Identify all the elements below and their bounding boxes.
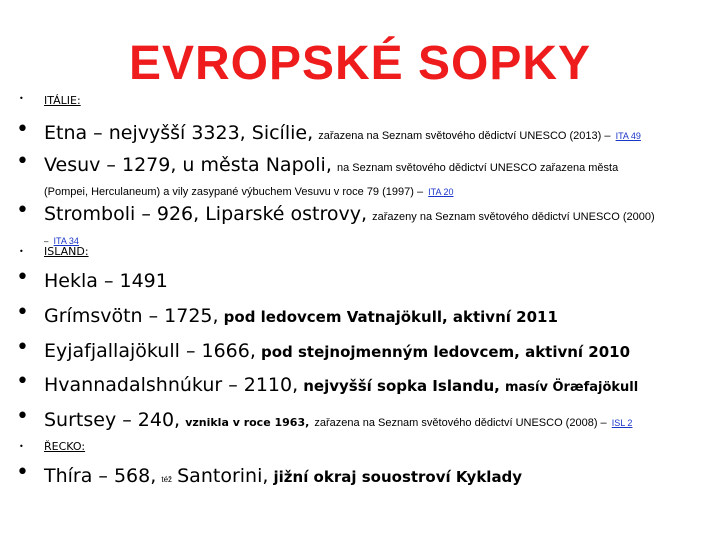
- stromboli-note: zařazeny na Seznam světového dědictví UNESCO (2000): [372, 211, 655, 223]
- etna-link[interactable]: ITA 49: [615, 131, 641, 141]
- grimsvotn-note: pod ledovcem Vatnajökull, aktivní 2011: [223, 308, 558, 326]
- thira-main2: Santorini,: [177, 465, 269, 487]
- bullet: •: [16, 149, 29, 174]
- eyja-main: Eyjafjallajökull – 1666,: [44, 340, 256, 362]
- surtsey-link[interactable]: ISL 2: [611, 418, 633, 428]
- vesuv-main: Vesuv – 1279, u města Napoli,: [44, 154, 332, 176]
- bullet: •: [19, 94, 24, 103]
- hvanna-note2: masív Öræfajökull: [504, 380, 639, 395]
- bullet: •: [16, 460, 29, 485]
- heading-recko: ŘECKO:: [44, 440, 86, 453]
- etna-main: Etna – nejvyšší 3323, Sicílie,: [44, 122, 314, 144]
- hvanna-main: Hvannadalshnúkur – 2110,: [44, 374, 299, 396]
- bullet: •: [19, 442, 24, 451]
- thira-note: jižní okraj souostroví Kyklady: [273, 468, 523, 486]
- thira-main: Thíra – 568,: [44, 465, 157, 487]
- bullet: •: [16, 404, 29, 429]
- vesuv-note2: (Pompei, Herculaneum) a vily zasypané výbuchem Vesuvu v roce 79 (1997) –: [44, 186, 424, 198]
- bullet: •: [16, 117, 29, 142]
- surtsey-main: Surtsey – 240,: [44, 409, 181, 431]
- stromboli-main: Stromboli – 926, Liparské ostrovy,: [44, 203, 368, 225]
- etna-note: zařazena na Seznam světového dědictví UNESCO (2013) –: [318, 130, 611, 142]
- page-title: EVROPSKÉ SOPKY: [128, 37, 592, 90]
- grimsvotn-main: Grímsvötn – 1725,: [44, 305, 219, 327]
- stromboli-link[interactable]: ITA 34: [53, 236, 79, 246]
- heading-italie: ITÁLIE:: [44, 94, 81, 107]
- eyja-note: pod stejnojmenným ledovcem, aktivní 2010: [260, 343, 631, 361]
- vesuv-note: na Seznam světového dědictví UNESCO zařazena města: [336, 162, 619, 174]
- hvanna-note: nejvyšší sopka Islandu,: [303, 377, 500, 395]
- stromboli-note2: –: [44, 237, 49, 246]
- surtsey-note2: zařazena na Seznam světového dědictví UNESCO (2008) –: [314, 417, 607, 429]
- surtsey-note: vznikla v roce 1963,: [185, 416, 310, 429]
- bullet: •: [16, 335, 29, 360]
- hekla-main: Hekla – 1491: [44, 270, 168, 292]
- bullet: •: [16, 369, 29, 394]
- bullet: •: [16, 265, 29, 290]
- bullet: •: [19, 247, 24, 256]
- thira-tez: též: [161, 475, 173, 484]
- bullet: •: [16, 300, 29, 325]
- heading-island: ISLAND:: [44, 245, 89, 258]
- vesuv-link[interactable]: ITA 20: [428, 187, 454, 197]
- bullet: •: [16, 198, 29, 223]
